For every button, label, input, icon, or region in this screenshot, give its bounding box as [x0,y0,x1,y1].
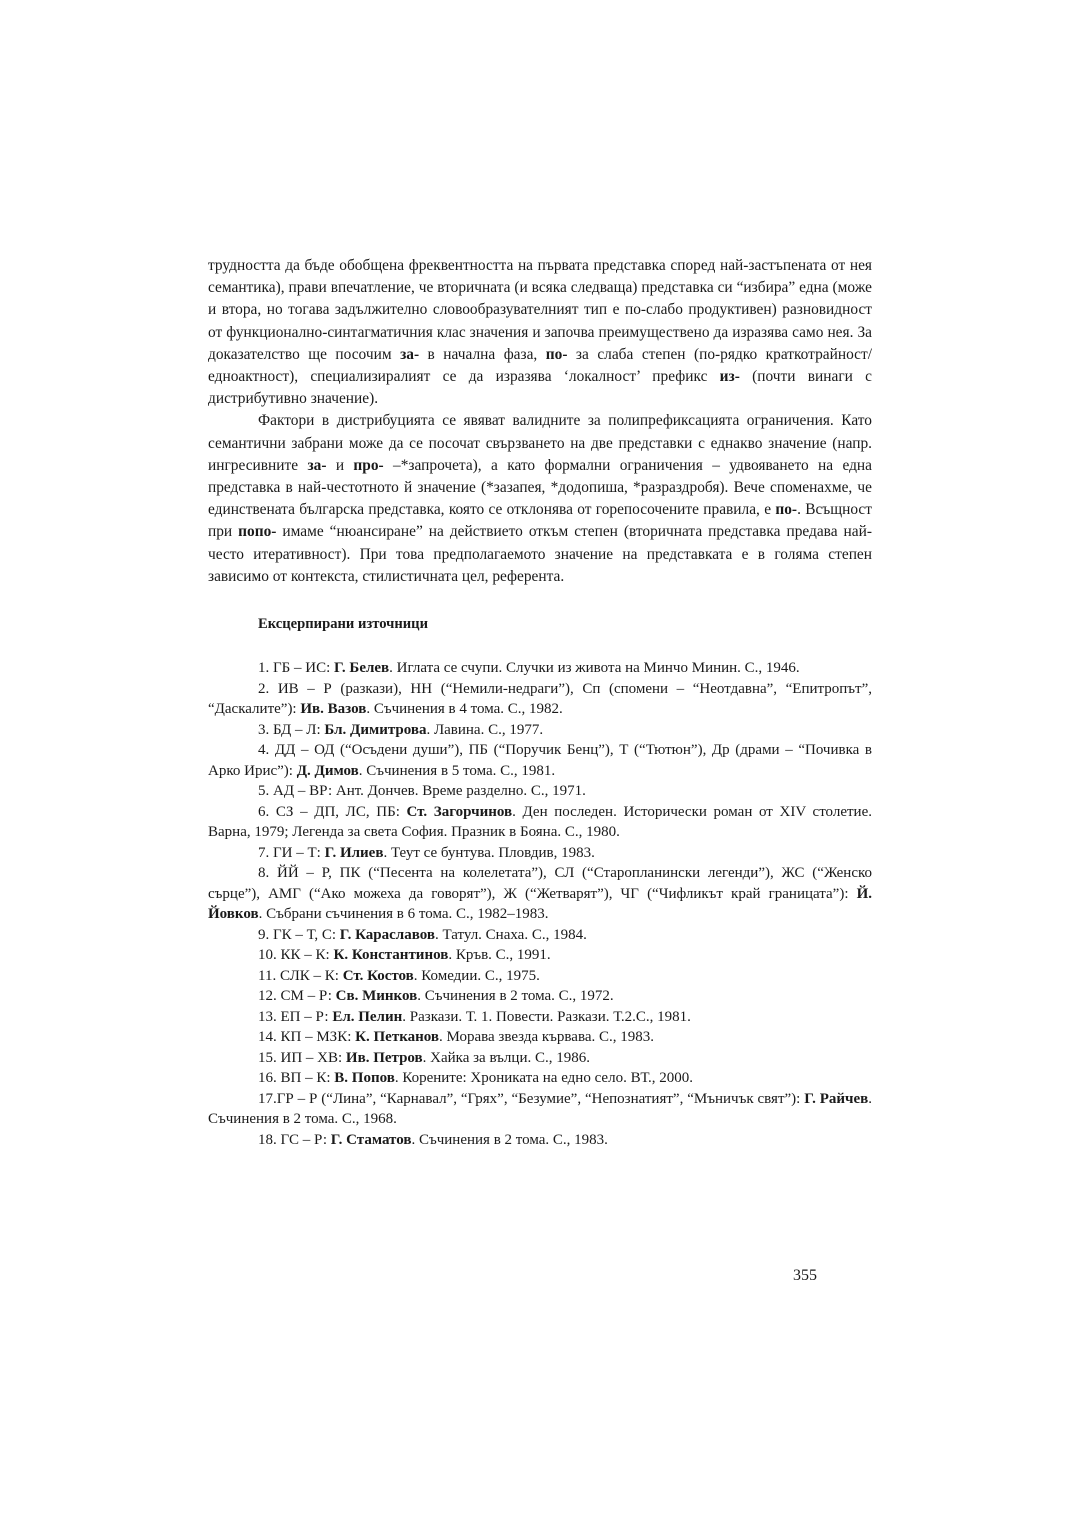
reference-author: Св. Минков [335,988,418,1005]
text-run: (почти винаги с дистрибутивно значение). [208,368,872,408]
bold-prefix: про- [353,456,384,474]
text-run: –*запрочета), а като формални ограничения – удвояването на една представка в най-честотното й значение (*зазапея, *додопиша, *разраздробя). Вече споменахме, че единствената българска представка, която се отклонява от горепосочените правила, е [208,456,872,519]
reference-author: Г. Илиев [324,844,384,861]
bold-prefix: за- [400,345,420,363]
page-content [208,255,872,1150]
bold-prefix: по- [775,501,798,519]
reference-author: К. Петканов [355,1029,439,1046]
reference-author: В. Попов [334,1070,395,1087]
reference-item: 8. ЙЙ – Р, ПК (“Песента на колелетата”), СЛ (“Старопланински легенди”), ЖС (“Женско сърце”), АМГ (“Ако можеха да говорят”), Ж (“Жетварят”), ЧГ (“Чифликът край границата”): Й. Йовков. Събрани съчинения в 6 тома. С., 1982–1983. [208,865,872,923]
reference-item: 5. АД – ВР: Ант. Дончев. Време разделно. С., 1971. [258,783,586,800]
reference-item: 7. ГИ – Т: Г. Илиев. Теут се бунтува. Пловдив, 1983. [258,844,595,861]
text-run: за слаба степен (по-рядко краткотрайност/едноактност), специализиралият се да изразява ‘локалност’ префикс [208,345,872,386]
text-run: в начална фаза, [419,345,546,363]
body-paragraph-2 [208,410,872,588]
section-heading: Ексцерпирани източници [258,616,428,633]
reference-author: Ив. Вазов [300,701,367,718]
text-run: . Всъщност при [208,501,872,541]
reference-item: 16. ВП – К: В. Попов. Корените: Хрониката на едно село. ВТ., 2000. [258,1070,694,1087]
reference-author: Г. Белев [334,660,390,677]
reference-author: К. Константинов [333,947,449,964]
reference-item: 9. ГК – Т, С: Г. Караславов. Татул. Снаха. С., 1984. [258,926,587,943]
page-number: 355 [793,1267,817,1284]
reference-item: 3. БД – Л: Бл. Димитрова. Лавина. С., 1977. [258,721,544,738]
text-run: имаме “нюансиране” на действието откъм степен (вторичната представка предава най-често итеративност). При това предполагаемото значение на представката е в голяма степен зависимо от контекста, стилистичната цел, референта. [208,523,872,585]
reference-author: Ел. Пелин [332,1008,403,1025]
text-run: Фактори в дистрибуцията се явяват валидните за полипрефиксацията ограничения. Като семантични забрани може да се посочат свързването на две представки с еднакво значение (напр. ингресивните [208,412,872,474]
reference-author: Г. Райчев [804,1090,869,1107]
reference-item: 6. СЗ – ДП, ЛС, ПБ: Ст. Загорчинов. Ден последен. Исторически роман от XIV столетие. Варна, 1979; Легенда за света София. Празник в Бояна. С., 1980. [208,803,872,841]
reference-item: 18. ГС – Р: Г. Стаматов. Съчинения в 2 тома. С., 1983. [258,1131,608,1148]
reference-author: Ст. Загорчинов [406,803,513,820]
bold-prefix: по- [545,345,568,363]
reference-item: 13. ЕП – Р: Ел. Пелин. Разкази. Т. 1. Повести. Разкази. Т.2.С., 1981. [258,1008,691,1025]
reference-item: 15. ИП – ХВ: Ив. Петров. Хайка за вълци. С., 1986. [258,1049,590,1066]
reference-item: 10. КК – К: К. Константинов. Кръв. С., 1991. [258,947,551,964]
reference-author: Бл. Димитрова [324,721,427,738]
reference-author: Д. Димов [296,762,359,779]
body-paragraph-1 [208,255,872,410]
reference-author: Й. Йовков [208,885,872,923]
text-run: и [326,456,354,474]
reference-item: 1. ГБ – ИС: Г. Белев. Иглата се счупи. Случки из живота на Минчо Минин. С., 1946. [258,660,800,677]
references-list [208,658,872,1150]
reference-item: 17.ГР – Р (“Лина”, “Карнавал”, “Грях”, “Безумие”, “Непознатият”, “Мъничък свят”): Г. Райчев. Съчинения в 2 тома. С., 1968. [208,1090,872,1128]
reference-author: Ст. Костов [342,967,414,984]
reference-author: Г. Караславов [339,926,435,943]
bold-prefix: из- [719,368,740,386]
reference-item: 11. СЛК – К: Ст. Костов. Комедии. С., 1975. [258,967,540,984]
reference-item: 14. КП – МЗК: К. Петканов. Морава звезда кървава. С., 1983. [258,1029,654,1046]
reference-author: Ив. Петров [345,1049,423,1066]
reference-item: 2. ИВ – Р (разкази), НН (“Немили-недраги”), Сп (спомени – “Неотдавна”, “Епитропът”, “Даскалите”): Ив. Вазов. Съчинения в 4 тома. С., 1982. [208,680,872,718]
reference-item: 4. ДД – ОД (“Осъдени души”), ПБ (“Поручик Бенц”), Т (“Тютюн”), Др (драми – “Почивка в Арко Ирис”): Д. Димов. Съчинения в 5 тома. С., 1981. [208,742,872,779]
text-run: трудността да бъде обобщена фреквентността на първата представка според най-застъпената от нея семантика), прави впечатление, че вторичната (и всяка следваща) представка си “избира” една (може и втора, но тогава задължително словообразувателният тип е по-слабо продуктивен) разновидност от функционално-синтагматичния клас значения и започва преимуществено да изразява само нея. За доказателство ще посочим [208,257,872,363]
reference-author: Г. Стаматов [330,1131,412,1148]
bold-prefix: за- [307,456,327,474]
bold-prefix: попо- [238,523,277,541]
reference-item: 12. СМ – Р: Св. Минков. Съчинения в 2 тома. С., 1972. [258,988,614,1005]
